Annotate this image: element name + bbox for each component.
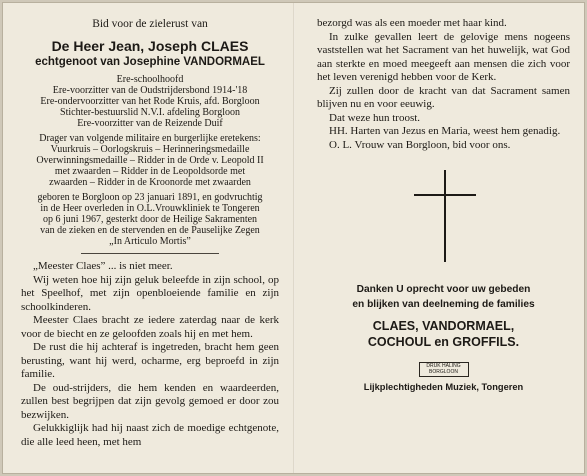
decorations-block — [21, 133, 279, 188]
bio-line: van de zieken en de stervenden en de Pauselijke Zegen — [40, 225, 260, 236]
bio-line: op 6 juni 1967, gesterkt door de Heilige Sakramenten — [42, 214, 258, 225]
eulogy-paragraph: De oud-strijders, die hem kenden en waardeerden, zullen best begrijpen dat zijn gevolg gemoed er door zou bezwijken. — [21, 381, 279, 421]
title-line: Ere-schoolhoofd — [116, 74, 184, 85]
bio-line: geboren te Borgloon op 23 januari 1891, en godvruchtig — [37, 192, 263, 203]
eulogy-paragraph: De rust die hij achteraf is ingetreden, bracht hem geen berusting, want hij werd, ocharme, erg beproefd in zijn familie. — [21, 341, 279, 380]
title-line: Ere-ondervoorzitter van het Rode Kruis, afd. Borgloon — [40, 96, 260, 107]
stamp-line: BORGLOON — [429, 368, 458, 375]
titles-block — [21, 74, 279, 129]
title-line: Stichter-bestuurslid N.V.I. afdeling Borgloon — [60, 107, 240, 118]
cross-icon — [414, 170, 474, 262]
deceased-name: De Heer Jean, Joseph CLAES — [51, 38, 249, 54]
thanks-line: en blijken van deelneming de families — [352, 299, 535, 310]
spouse-line: echtgenoot van Josephine VANDORMAEL — [35, 56, 265, 68]
prayer-line: HH. Harten van Jezus en Maria, weest hem genadig. — [329, 125, 561, 137]
eulogy-continued — [317, 17, 570, 152]
bio-line: in de Heer overleden in O.L.Vrouwkliniek te Tongeren — [40, 203, 260, 214]
decoration-line: zwaarden – Ridder in de Kroonorde met zwaarden — [49, 177, 251, 188]
prayer-line: O. L. Vrouw van Borgloon, bid voor ons. — [329, 138, 511, 151]
eulogy-paragraph: Dat weze hun troost. — [329, 111, 421, 124]
eulogy-paragraph: bezorgd was als een moeder met haar kind. — [317, 17, 507, 29]
printer-line: Lijkplechtigheden Muziek, Tongeren — [363, 382, 524, 392]
bio-line: „In Articulo Mortis” — [109, 236, 191, 247]
decoration-line: met zwaarden – Ridder in de Leopoldsorde met — [54, 166, 246, 177]
printer-stamp — [419, 362, 469, 377]
decoration-line: Drager van volgende militaire en burgerlijke eretekens: — [39, 133, 261, 144]
eulogy-text — [21, 260, 279, 449]
intro-line: Bid voor de zielerust van — [92, 18, 208, 30]
families-line: COCHOUL en GROFFILS. — [367, 335, 520, 349]
decoration-line: Vuurkruis – Oorlogskruis – Herinneringsmedaille — [50, 144, 250, 155]
families-block — [317, 318, 570, 350]
divider — [81, 253, 219, 254]
eulogy-paragraph: Gelukkiglijk had hij naast zich de moedige echtgenote, die alle leed heen, met hem — [21, 422, 279, 448]
bio-block — [21, 192, 279, 247]
thanks-line: Danken U oprecht voor uw gebeden — [356, 284, 531, 295]
right-panel — [295, 3, 585, 473]
eulogy-paragraph: „Meester Claes” ... is niet meer. — [33, 260, 173, 272]
thanks-block — [317, 282, 570, 312]
eulogy-paragraph: Meester Claes bracht ze iedere zaterdag naar de kerk voor de biecht en ze geloofden zoals hij en met hem. — [21, 314, 279, 340]
eulogy-paragraph: In zulke gevallen leert de gelovige mens nogeens vaststellen wat het Sacrament van het huwelijk, wat God aan sterkte en moed meegeeft aan mensen die zich voor het leven verenigd hebben voor de Kerk. — [317, 30, 570, 83]
left-panel — [3, 3, 293, 473]
decoration-line: Overwinningsmedaille – Ridder in de Orde v. Leopold II — [36, 155, 264, 166]
title-line: Ere-voorzitter van de Reizende Duif — [77, 118, 223, 129]
eulogy-paragraph: Wij weten hoe hij zijn geluk beleefde in zijn school, op het Speelhof, met zijn openbloeiende familie en zijn schoolkinderen. — [21, 273, 279, 313]
stamp-line: DRUK HALING — [426, 363, 461, 369]
eulogy-paragraph: Zij zullen door de kracht van dat Sacrament samen blijven nu en voor eeuwig. — [317, 84, 570, 110]
memorial-card — [2, 2, 585, 474]
title-line: Ere-voorzitter van de Oudstrijdersbond 1914-'18 — [52, 85, 248, 96]
families-line: CLAES, VANDORMAEL, — [372, 319, 515, 333]
